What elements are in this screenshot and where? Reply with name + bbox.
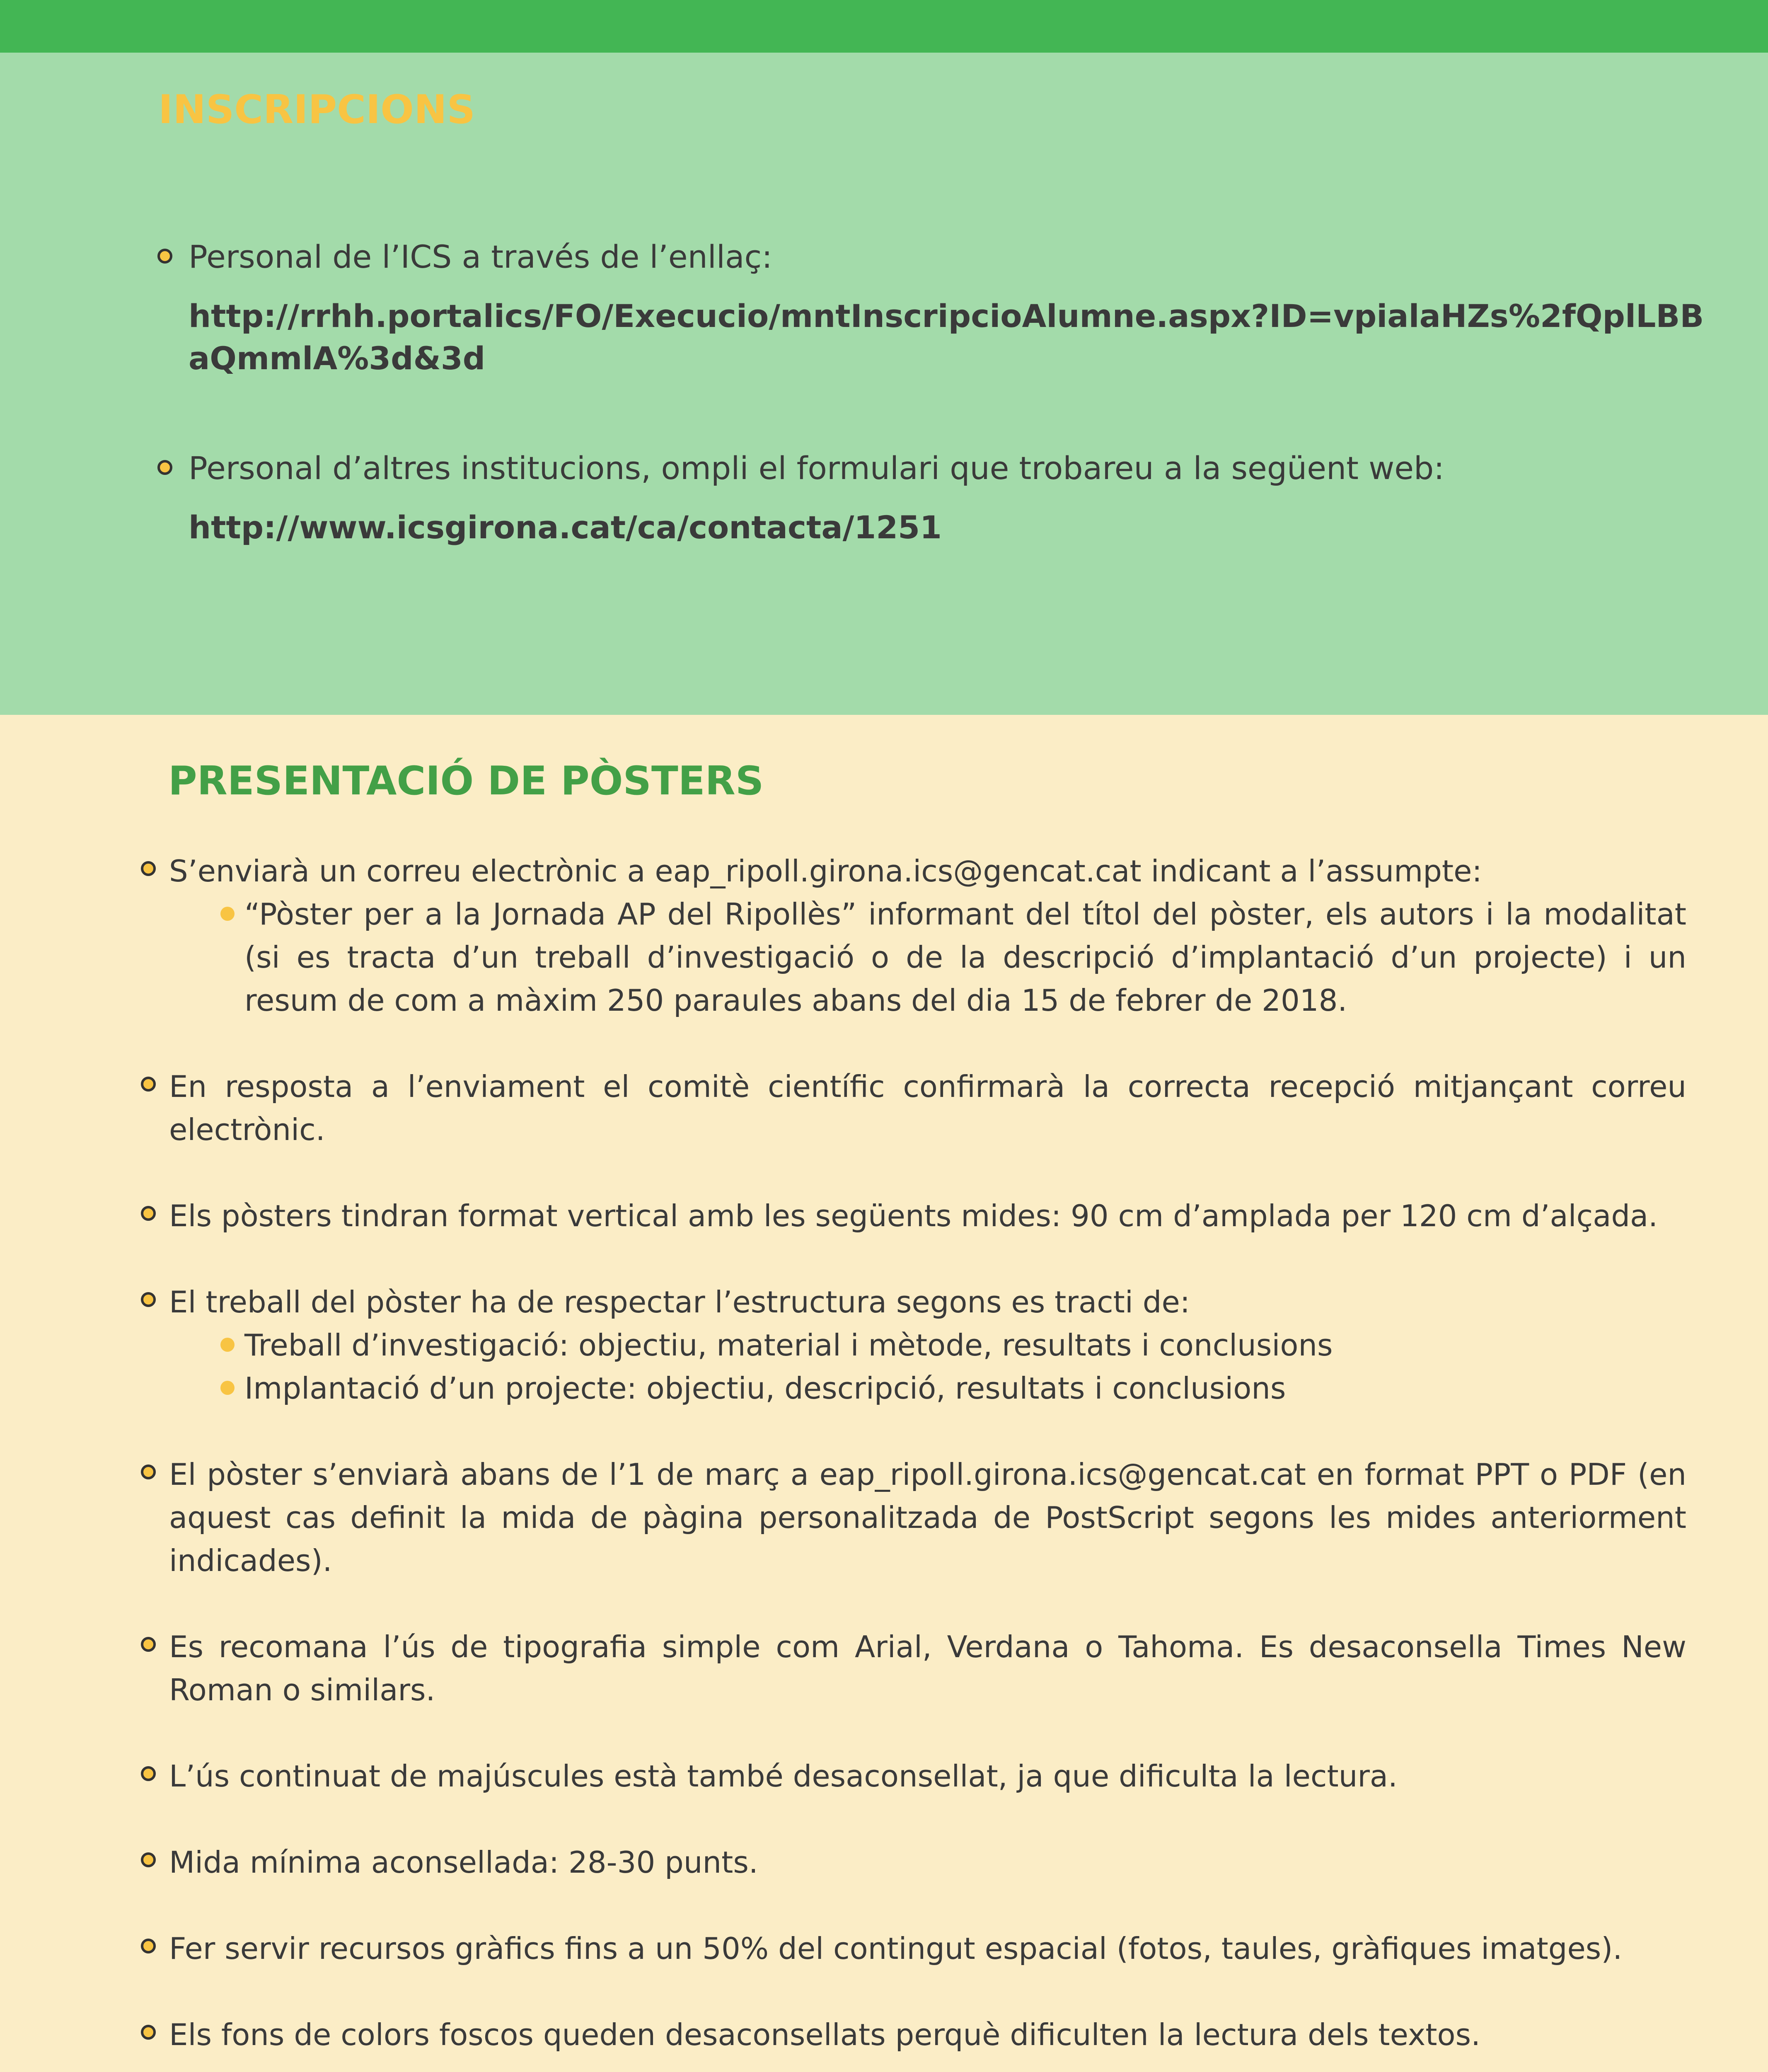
sub-bullet-icon <box>220 907 235 921</box>
bullet-icon <box>141 861 156 876</box>
poster-rule <box>141 2013 1686 2056</box>
poster-rule-text: L’ús continuat de majúscules està també desaconsellat, ja que dificulta la lectura. <box>169 1759 1398 1794</box>
inscripcions-item <box>157 448 1715 549</box>
posters-title: PRESENTACIÓ DE PÒSTERS <box>168 758 764 804</box>
bullet-icon <box>141 1464 156 1479</box>
poster-rule <box>141 1194 1686 1237</box>
poster-rule <box>141 1280 1686 1410</box>
poster-rule-text: Els fons de colors foscos queden desaconsellats perquè dificulten la lectura dels textos. <box>169 2017 1480 2052</box>
bullet-icon <box>141 1939 156 1953</box>
contact-form-link[interactable]: http://www.icsgirona.cat/ca/contacta/1251 <box>189 509 942 546</box>
bullet-icon <box>157 460 172 475</box>
poster-rule <box>141 1755 1686 1798</box>
bullet-icon <box>141 1766 156 1781</box>
poster-subrule <box>169 1367 1686 1410</box>
poster-rule <box>141 1927 1686 1970</box>
top-bar <box>0 0 1768 53</box>
poster-rule <box>141 1453 1686 1582</box>
poster-subrule-text: “Pòster per a la Jornada AP del Ripollès” informant del títol del pòster, els autors i la modalitat (si es tracta d’un treball d’investigació o de la descripció d’implantació d’un projecte) i un resum de com a màxim 250 paraules abans del dia 15 de febrer de 2018. <box>244 897 1686 1018</box>
poster-rule-text: S’enviarà un correu electrònic a eap_ripoll.girona.ics@gencat.cat indicant a l’assumpte: <box>169 854 1482 888</box>
poster-rule <box>141 1065 1686 1151</box>
poster-rule-text: El pòster s’enviarà abans de l’1 de març a eap_ripoll.girona.ics@gencat.cat en format PPT o PDF (en aquest cas definit la mida de pàgina personalitzada de PostScript segons les mides anteriorment indicades). <box>169 1457 1686 1578</box>
poster-rule-text: En resposta a l’enviament el comitè científic confirmarà la correcta recepció mitjançant correu electrònic. <box>169 1069 1686 1147</box>
bullet-icon <box>157 249 172 264</box>
poster-rule <box>141 1841 1686 1884</box>
poster-subrule-text: Treball d’investigació: objectiu, material i mètode, resultats i conclusions <box>244 1328 1333 1363</box>
poster-subrule <box>169 893 1686 1022</box>
inscripcions-item <box>157 236 1715 380</box>
poster-rule <box>141 850 1686 1022</box>
posters-list <box>141 850 1686 2072</box>
bullet-icon <box>141 1637 156 1652</box>
poster-rule-text: Es recomana l’ús de tipografia simple com Arial, Verdana o Tahoma. Es desaconsella Times New Roman o similars. <box>169 1629 1686 1707</box>
inscripcions-section <box>0 53 1768 715</box>
poster-subrule <box>169 1324 1686 1367</box>
poster-rule-text: Els pòsters tindran format vertical amb les següents mides: 90 cm d’amplada per 120 cm d’alçada. <box>169 1198 1658 1233</box>
bullet-icon <box>141 2025 156 2040</box>
inscripcions-item-text: Personal de l’ICS a través de l’enllaç: <box>189 238 772 275</box>
poster-subrule-text: Implantació d’un projecte: objectiu, descripció, resultats i conclusions <box>244 1371 1286 1406</box>
bullet-icon <box>141 1292 156 1307</box>
sub-bullet-icon <box>220 1381 235 1395</box>
sub-bullet-icon <box>220 1338 235 1352</box>
inscripcions-item-text: Personal d’altres institucions, ompli el formulari que trobareu a la següent web: <box>189 450 1444 487</box>
inscripcions-title: INSCRIPCIONS <box>158 87 475 133</box>
bullet-icon <box>141 1206 156 1221</box>
registration-link[interactable]: http://rrhh.portalics/FO/Execucio/mntInscripcioAlumne.aspx?ID=vpialaHZs%2fQplLBBaQmmlA%3d&3d <box>189 298 1704 377</box>
poster-rule <box>141 1625 1686 1711</box>
poster-rule-text: El treball del pòster ha de respectar l’estructura segons es tracti de: <box>169 1285 1190 1319</box>
poster-rule-text: Mida mínima aconsellada: 28-30 punts. <box>169 1845 758 1880</box>
bullet-icon <box>141 1077 156 1092</box>
poster-rule-text: Fer servir recursos gràfics fins a un 50% del contingut espacial (fotos, taules, gràfiques imatges). <box>169 1931 1623 1966</box>
bullet-icon <box>141 1852 156 1867</box>
